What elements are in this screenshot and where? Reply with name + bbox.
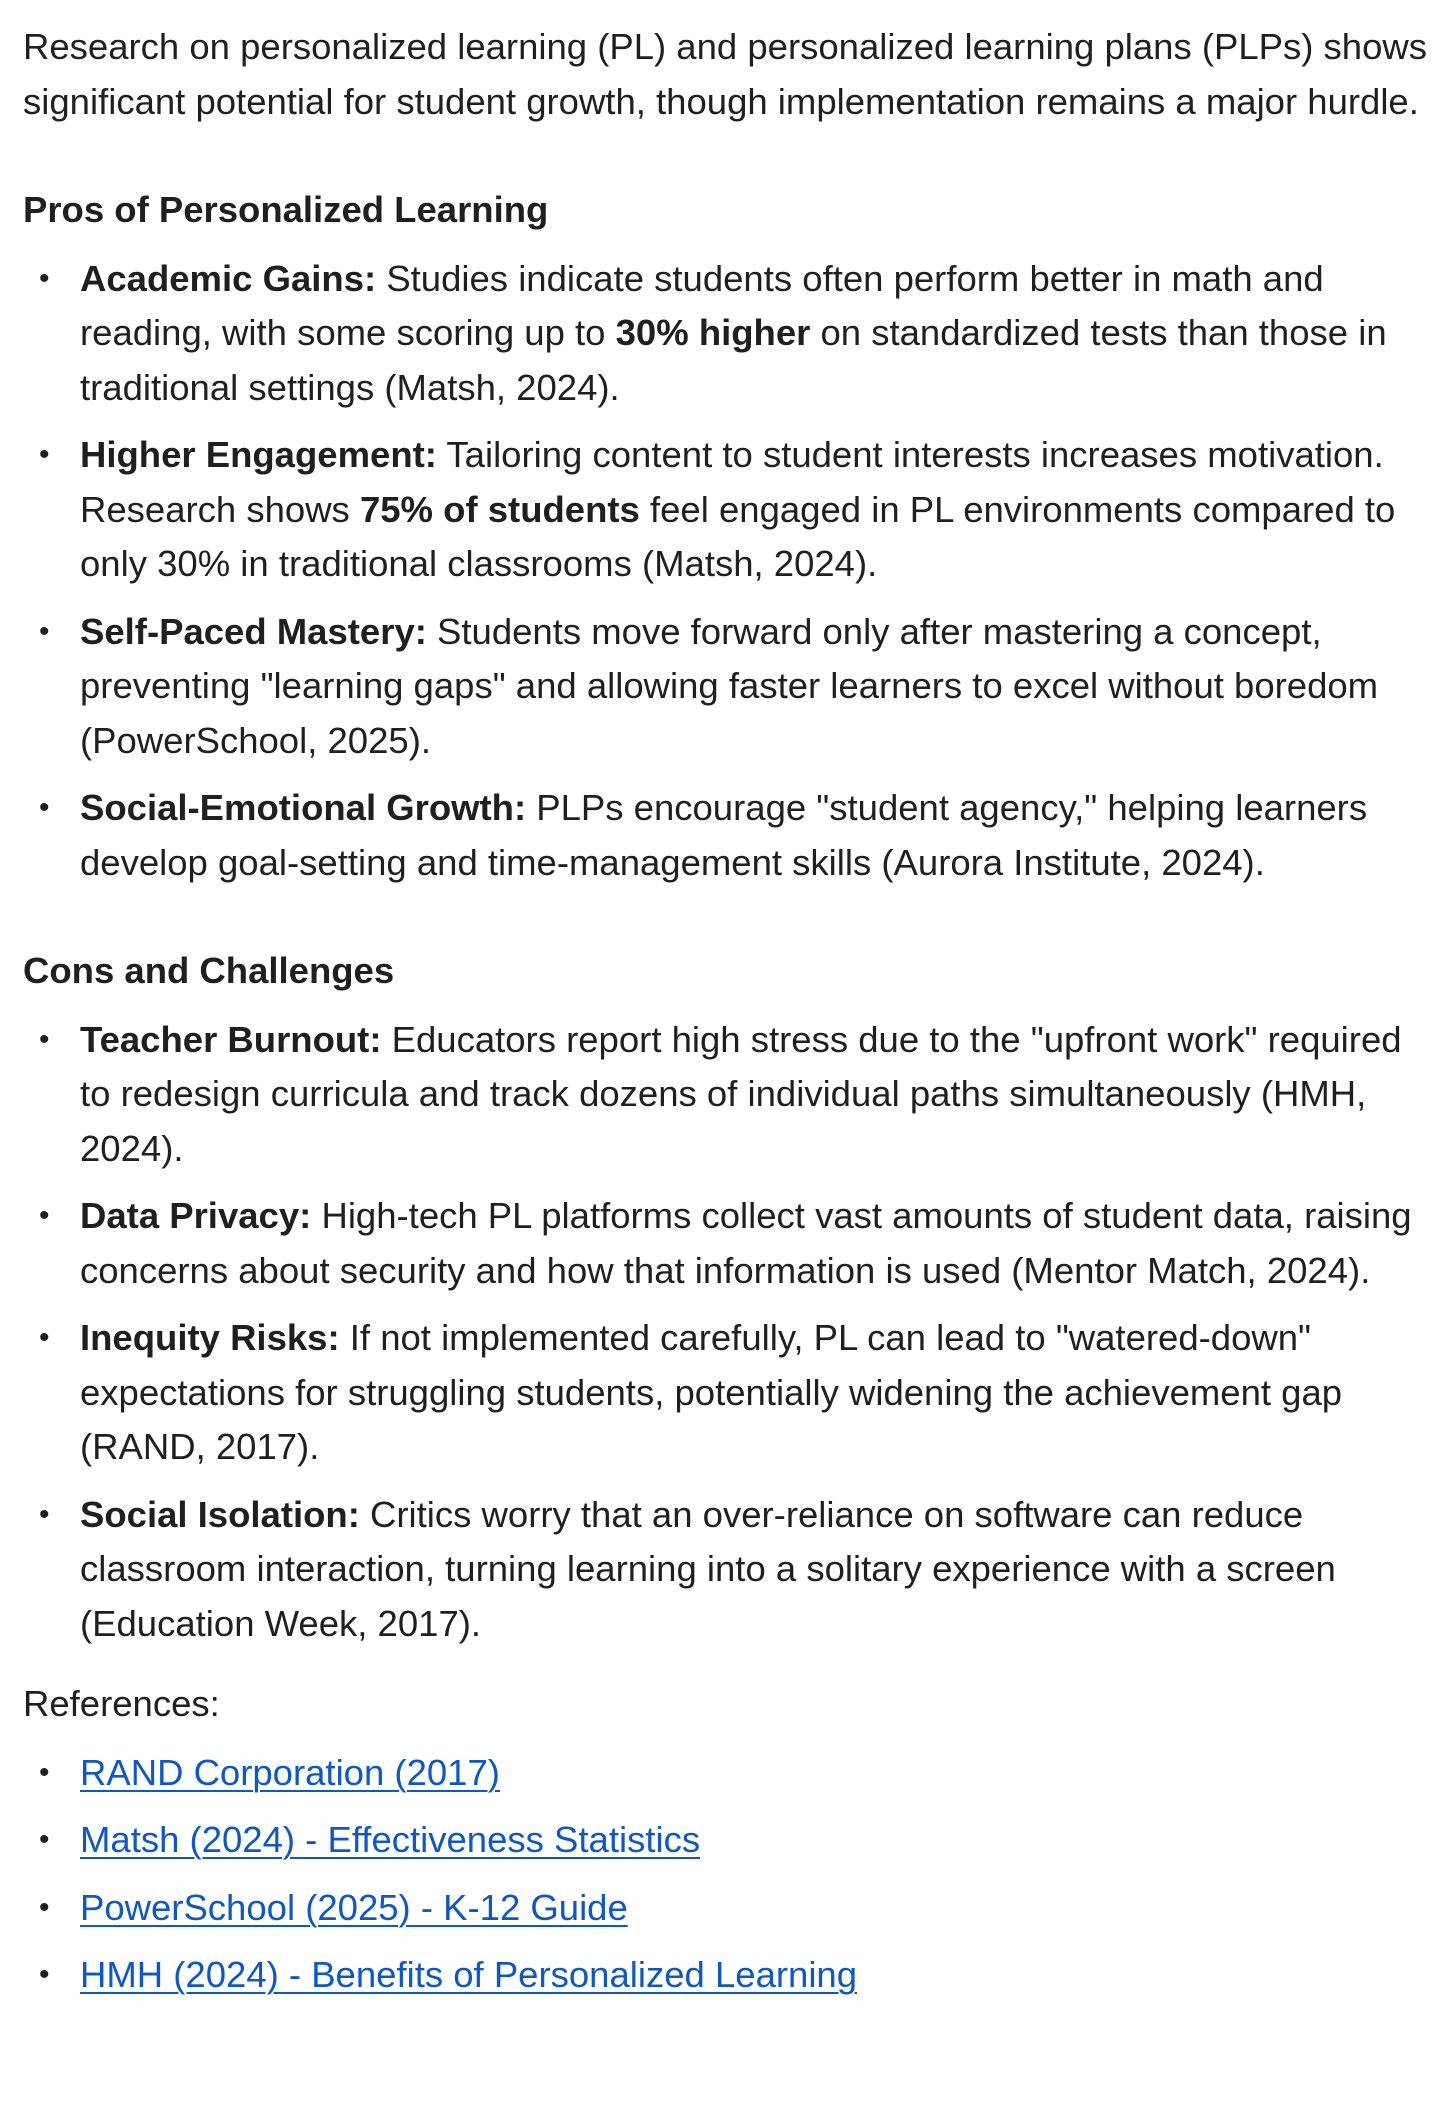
reference-link-powerschool[interactable]: PowerSchool (2025) - K-12 Guide xyxy=(80,1886,628,1928)
pros-item-higher-engagement xyxy=(23,428,1432,592)
pros-item-self-paced-mastery xyxy=(23,605,1432,769)
pros-item-text: PLPs encourage "student agency," helping learners develop goal-setting and time-management skills (Aurora Institute, 2024). xyxy=(80,787,1368,883)
cons-item-term: Social Isolation: xyxy=(80,1493,360,1535)
references-list xyxy=(23,1746,1432,2003)
pros-item-academic-gains xyxy=(23,252,1432,416)
reference-item xyxy=(23,1746,1432,1801)
pros-item-text: Students move forward only after mastering a concept, preventing "learning gaps" and allowing faster learners to excel without boredom (PowerSchool, 2025). xyxy=(80,610,1379,761)
cons-item-text: High-tech PL platforms collect vast amounts of student data, raising concerns about security and how that information is used (Mentor Match, 2024). xyxy=(80,1195,1412,1291)
pros-item-term: Self-Paced Mastery: xyxy=(80,610,427,652)
pros-item-text: Studies indicate students often perform better in math and reading, with some scoring up to xyxy=(80,257,1324,353)
pros-item-highlight: 30% higher xyxy=(615,312,811,353)
reference-link-matsh[interactable]: Matsh (2024) - Effectiveness Statistics xyxy=(80,1819,701,1860)
pros-item-term: Academic Gains: xyxy=(80,257,377,299)
pros-item-highlight: 75% of students xyxy=(359,488,640,530)
reference-item xyxy=(23,1881,1432,1936)
cons-item-term: Data Privacy: xyxy=(80,1195,312,1236)
cons-item-teacher-burnout xyxy=(23,1013,1432,1177)
reference-link-hmh[interactable]: HMH (2024) - Benefits of Personalized Learning xyxy=(80,1954,858,1995)
reference-item xyxy=(23,1813,1432,1868)
cons-item-text: Critics worry that an over-reliance on software can reduce classroom interaction, turning learning into a solitary experience with a screen (Education Week, 2017). xyxy=(80,1493,1336,1644)
cons-item-text: If not implemented carefully, PL can lead to "watered-down" expectations for struggling students, potentially widening the achievement gap (RAND, 2017). xyxy=(80,1317,1343,1467)
reference-item xyxy=(23,1948,1432,2003)
pros-heading: Pros of Personalized Learning xyxy=(23,189,549,230)
pros-item-text: feel engaged in PL environments compared to only 30% in traditional classrooms (Matsh, 2024). xyxy=(80,488,1396,584)
cons-list xyxy=(23,1013,1432,1652)
references-heading: References: xyxy=(23,1683,220,1724)
intro-paragraph: Research on personalized learning (PL) and personalized learning plans (PLPs) shows significant potential for student growth, though implementation remains a major hurdle. xyxy=(23,26,1428,122)
pros-item-social-emotional-growth xyxy=(23,781,1432,890)
pros-item-term: Higher Engagement: xyxy=(80,434,437,475)
cons-item-data-privacy xyxy=(23,1189,1432,1298)
reference-link-rand[interactable]: RAND Corporation (2017) xyxy=(80,1751,500,1793)
pros-list xyxy=(23,252,1432,891)
cons-item-term: Inequity Risks: xyxy=(80,1317,340,1358)
cons-heading: Cons and Challenges xyxy=(23,950,395,991)
pros-item-text: on standardized tests than those in traditional settings (Matsh, 2024). xyxy=(80,312,1387,408)
cons-item-social-isolation xyxy=(23,1488,1432,1652)
cons-item-term: Teacher Burnout: xyxy=(80,1018,382,1060)
pros-item-term: Social-Emotional Growth: xyxy=(80,787,527,828)
cons-item-inequity-risks xyxy=(23,1311,1432,1475)
cons-item-text: Educators report high stress due to the "upfront work" required to redesign curricula and track dozens of individual paths simultaneously (HMH, 2024). xyxy=(80,1018,1402,1169)
pros-item-text: Tailoring content to student interests increases motivation. Research shows xyxy=(80,434,1384,530)
